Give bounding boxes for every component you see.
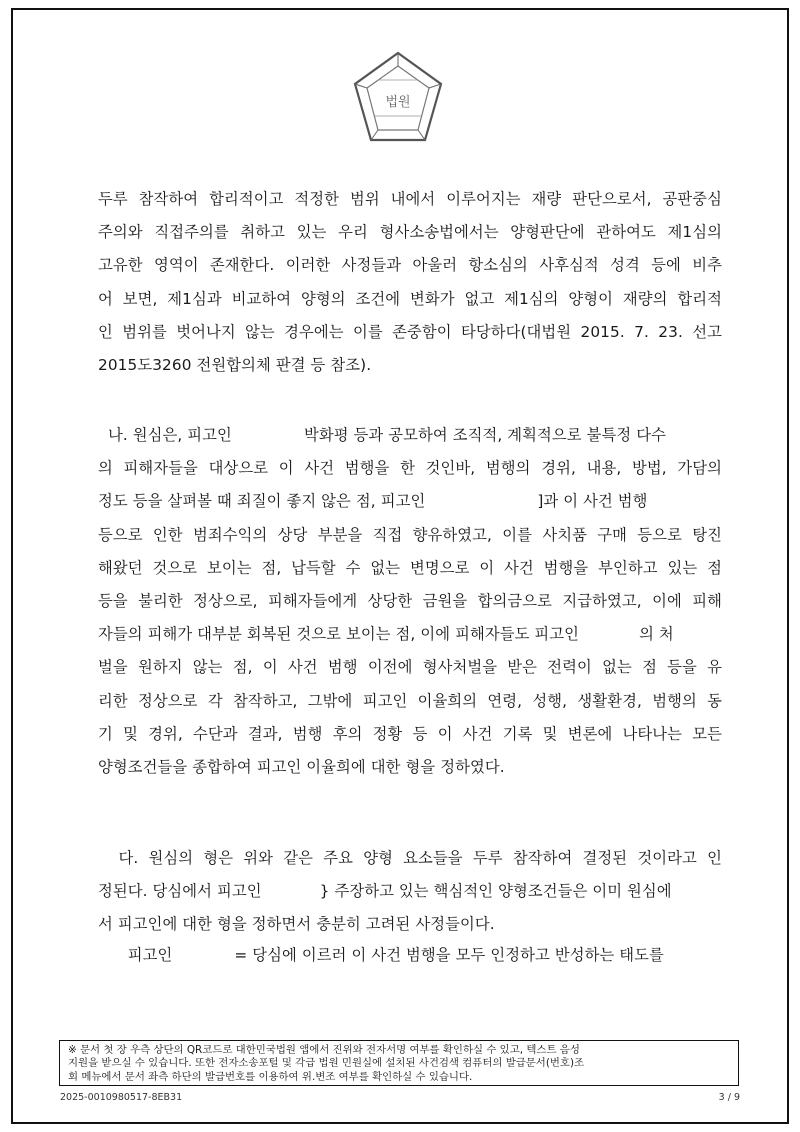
notice-line: ※ 문서 첫 장 우측 상단의 QR코드로 대한민국법원 앱에서 진위와 전자서명 여부를 확인하실 수 있고, 텍스트 음성	[68, 1044, 580, 1056]
text-line: 등으로 인한 범죄수익의 상당 부분을 직접 향유하였고, 이를 사치품 구매 등으로 탕진	[98, 525, 722, 544]
text-line	[98, 618, 722, 651]
court-seal-emblem	[348, 50, 448, 150]
text-fragment: 피고인	[127, 946, 173, 964]
text-fragment: ]과 이 사건 범행	[537, 492, 648, 511]
notice-line: 회 메뉴에서 문서 좌측 하단의 발급번호를 이용하여 위.변조 여부를 확인하실 수 있습니다.	[68, 1070, 473, 1083]
text-line: 인 범위를 벗어나지 않는 경우에는 이를 존중함이 타당하다(대법원 2015. 7. 23. 선고	[98, 322, 722, 341]
text-line	[98, 939, 722, 972]
text-fragment: } 주장하고 있는 핵심적인 양형조건들은 이미 원심에	[319, 882, 672, 901]
text-fragment: 박화평 등과 공모하여 조직적, 계획적으로 불특정 다수	[303, 426, 666, 444]
text-fragment: 정된다. 당심에서 피고인	[98, 882, 262, 901]
text-line: 어 보면, 제1심과 비교하여 양형의 조건에 변화가 없고 제1심의 양형이 재량의 합리적	[98, 289, 722, 308]
text-fragment: 자들의 피해가 대부분 회복된 것으로 보이는 점, 이에 피해자들도 피고인	[98, 625, 580, 644]
notice-line: 지원을 받으실 수 있습니다. 또한 전자소송포털 및 각급 법원 민원실에 설치된 사건검색 컴퓨터의 발급문서(번호)조	[68, 1057, 585, 1070]
text-line	[98, 875, 722, 908]
paragraph-sentencing-principle	[98, 183, 722, 382]
text-line: 해왔던 것으로 보이는 점, 납득할 수 없는 변명으로 이 사건 범행을 부인하고 있는 점	[98, 558, 722, 577]
text-line: 양형조건들을 종합하여 피고인 이율희에 대한 형을 정하였다.	[98, 757, 505, 776]
text-fragment: = 당심에 이르러 이 사건 범행을 모두 인정하고 반성하는 태도를	[234, 946, 664, 964]
verification-notice	[59, 1040, 739, 1086]
text-fragment: 나. 원심은, 피고인	[107, 426, 232, 444]
text-fragment: 정도 등을 살펴볼 때 죄질이 좋지 않은 점, 피고인	[98, 492, 426, 511]
text-fragment: 다. 원심의 형은 위와 같은 주요 양형 요소들을 두루 참작하여 결정된 것이라고 인	[118, 849, 722, 867]
paragraph-defendant-attitude	[98, 939, 722, 972]
text-line: 서 피고인에 대한 형을 정하면서 충분히 고려된 사정들이다.	[98, 915, 495, 934]
text-line: 리한 정상으로 각 참작하고, 그밖에 피고인 이율희의 연령, 성행, 생활환경, 범행의 동	[98, 691, 722, 710]
text-line	[98, 842, 722, 875]
text-line: 의 피해자들을 대상으로 이 사건 범행을 한 것인바, 범행의 경위, 내용, 방법, 가담의	[98, 459, 722, 478]
issuance-number: 2025-0010980517-8EB31	[60, 1092, 183, 1103]
text-line: 주의와 직접주의를 취하고 있는 우리 형사소송법에서는 양형판단에 관하여도 제1심의	[98, 223, 722, 242]
paragraph-appellate-assessment	[98, 842, 722, 942]
paragraph-lower-court-reasoning	[98, 419, 722, 784]
text-line: 고유한 영역이 존재한다. 이러한 사정들과 아울러 항소심의 사후심적 성격 등에 비추	[98, 256, 722, 275]
text-line	[98, 419, 722, 452]
seal-label: 법원	[385, 95, 411, 110]
text-line	[98, 485, 722, 518]
page-number: 3 / 9	[718, 1092, 740, 1103]
text-line: 기 및 경위, 수단과 결과, 범행 후의 정황 등 이 사건 기록 및 변론에 나타나는 모든	[98, 724, 722, 743]
text-line: 2015도3260 전원합의체 판결 등 참조).	[98, 355, 372, 374]
text-line: 벌을 원하지 않는 점, 이 사건 범행 이전에 형사처벌을 받은 전력이 없는 점 등을 유	[98, 658, 722, 677]
text-line: 등을 불리한 정상으로, 피해자들에게 상당한 금원을 합의금으로 지급하였고, 이에 피해	[98, 591, 722, 610]
text-fragment: 의 처	[639, 625, 674, 644]
text-line: 두루 참작하여 합리적이고 적정한 범위 내에서 이루어지는 재량 판단으로서, 공판중심	[98, 190, 722, 208]
